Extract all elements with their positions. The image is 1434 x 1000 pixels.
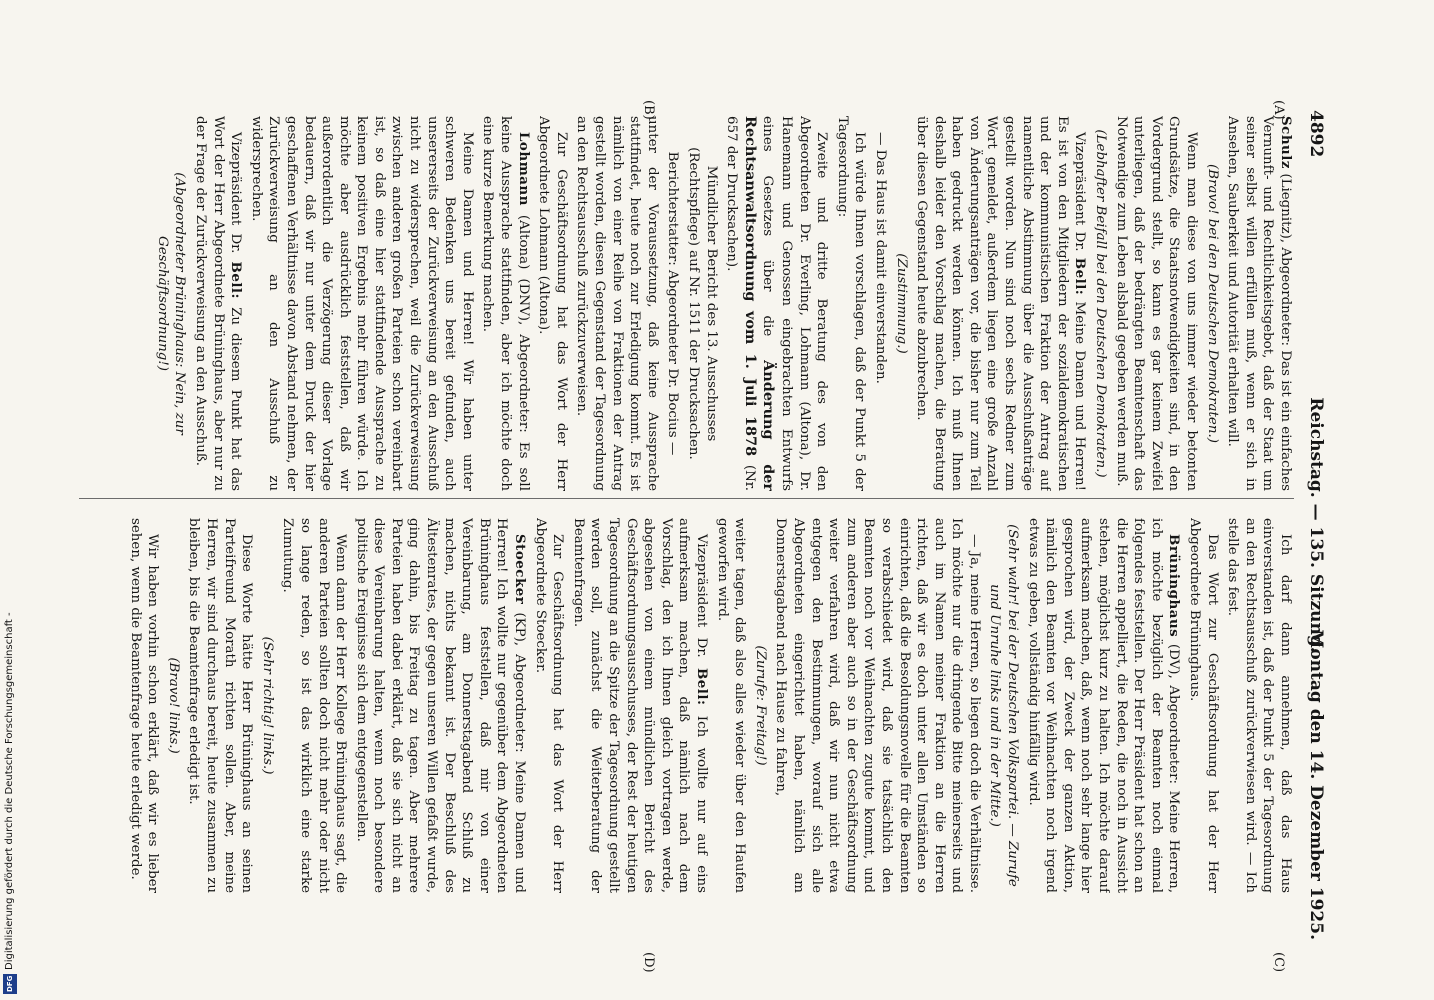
margin-marker-b: (B) <box>641 100 656 120</box>
paragraph: unter der Voraussetzung, daß keine Aussprache stattfindet, heute noch zur Erledigung kommt. Es ist nämlich von einer Reihe von Fraktionen der Antrag gestellt worden, diesen Gegenstand der Tagesordnung an den Rechtsausschuß zurückzuverweisen. <box>574 116 660 491</box>
paragraph <box>1024 518 1182 893</box>
paragraph-text: (Liegnitz), Abgeordneter: Das ist ein einfaches Vernunft- und Rechtlichkeitsgebot, daß der Staat um seiner selbst willen erfüllen muß, wenn er sich in Ansehen, Sauberkeit und Autorität erhalten will. <box>1225 116 1293 491</box>
stage-direction: (Bravo! links.) <box>165 657 181 754</box>
header-date: Montag den 14. Dezember 1925. <box>1306 629 1326 940</box>
paragraph <box>913 116 1089 491</box>
paragraph: Meine Damen und Herren! Wir haben unter schweren Bedenken uns bereit gefunden, auch unsererseits der Zurückverweisung an den Ausschuß nicht zu widersprechen, weil die Zurückverweisung zwischen anderen großen Parteien schon vereinbart ist, so daß eine hier stattfindende Aussprache zu keinem positiven Ergebnis mehr führen würde. Ich möchte aber ausdrücklich feststellen, daß wir außerordentlich die Verzögerung dieser Vorlage bedauern, daß wir nur unter dem Druck der hier geschaffenen Verhältnisse davon Abstand nehmen, der Zurückverweisung an den Ausschuß zu widersprechen. <box>248 116 475 491</box>
paragraph: Ich würde Ihnen vorschlagen, daß der Punkt 5 der Tagesordnung: <box>834 116 868 491</box>
left-column <box>79 116 1294 491</box>
speaker-title: Vizepräsident Dr. <box>1072 132 1088 258</box>
speaker-name: Schulz <box>1278 116 1294 169</box>
agenda-rapporteur: Berichterstatter: Abgeordneter Dr. Bocius — <box>665 151 681 456</box>
speaker-name: Stoecker <box>512 534 529 605</box>
margin-marker-a: (A) <box>1271 100 1286 120</box>
stage-direction: (Zustimmung.) <box>893 253 909 354</box>
paragraph: weiter tagen, daß also alles wieder über den Haufen geworfen wird. <box>714 518 748 893</box>
paragraph-text: (Nr. 657 der Drucksachen). <box>724 116 757 491</box>
funding-notice: Digitalisierung gefördert durch die Deutsche Forschungsgemeinschaft - <box>4 612 15 970</box>
paragraph: — Ja, meine Herren, so liegen doch die Verhältnisse. Ich möchte nur die dringende Bitte meinerseits und auch im Namen meiner Fraktion an die Herren richten, daß wir es doch unter allen Umständen so einrichten, daß die Besoldungsnovelle für die Beamten so verabschiedet wird, daß sie tatsächlich den Beamten noch vor Weihnachten zugute kommt, und zum anderen aber auch so in der Geschäftsordnung weiter verfahren wird, daß wir nun nicht etwa entgegen den Bestimmungen, worauf sich alle Abgeordneten eingerichtet haben, nämlich am Donnerstagabend nach Hause zu fahren, <box>773 518 982 893</box>
speaker-name: Brüninghaus <box>1166 534 1183 638</box>
page-number: 4892 <box>1306 110 1326 158</box>
margin-marker-d: (D) <box>641 952 656 973</box>
paragraph: Das Wort zur Geschäftsordnung hat der Herr Abgeordnete Brüninghaus. <box>1187 518 1220 893</box>
speaker-name: Bell: <box>694 667 710 706</box>
paragraph: Wenn dann der Herr Kollege Brüninghaus sagt, die anderen Parteien sollten doch nicht mehr oder nicht so lange reden, so ist das wirklich eine starke Zumutung. <box>280 518 349 893</box>
paragraph-text: (KP), Abgeordneter: Meine Damen und Herren! Ich wollte nur gegenüber dem Abgeordneten Brüninghaus feststellen, daß mir von einer Vereinbarung, am Donnerstagabend Schluß zu machen, nichts bekannt ist. Der Beschluß des Ältestenrates, der gegen unseren Willen gefaßt wurde, ging dahin, bis Freitag zu tagen. Aber mehrere Parteien haben dabei erklärt, daß sie sich nicht an diese Vereinbarung halten, wenn noch besondere politische Ereignisse sich dem entgegenstellen. <box>353 518 528 893</box>
paragraph: — Das Haus ist damit einverstanden. <box>872 132 888 384</box>
speaker-title: Vizepräsident Dr. <box>694 534 709 668</box>
funding-strip <box>3 600 17 995</box>
stage-direction: (Sehr wahr! bei der Deutschen Volkspartei. — Zurufe und Unruhe links und in der Mitte.) <box>987 524 1021 887</box>
margin-marker-c: (C) <box>1271 952 1286 973</box>
paragraph-text: (Altona) (DNV), Abgeordneter: Es soll keine Aussprache stattfinden, aber ich möchte doch eine kurze Bemerkung machen. <box>480 116 531 491</box>
speaker-name: Bell: <box>1072 257 1089 296</box>
speaker-name: Bell: <box>228 261 245 299</box>
paragraph: Zur Geschäftsordnung hat das Wort der Herr Abgeordnete Lohmann (Altona). <box>536 116 569 491</box>
paragraph: Ich darf dann annehmen, daß das Haus einverstanden ist, daß der Punkt 5 der Tagesordnung an den Rechtsausschuß zurückverwiesen wird. — Ich stelle das fest. <box>1225 518 1293 893</box>
header-title: Reichstag. — 135. Sitzung. <box>1306 397 1326 653</box>
paragraph: Wir haben vorhin schon erklärt, daß wir es lieber sehen, wenn die Beamtenfrage heute erledigt werde. <box>127 518 161 893</box>
stage-direction: (Sehr richtig! links.) <box>259 636 275 775</box>
paragraph <box>352 518 528 893</box>
dfg-logo-icon: DFG <box>3 974 17 994</box>
paragraph-text: Meine Damen und Herren! Es ist von den Mitgliedern der sozialdemokratischen und der kommunistischen Fraktion der Antrag auf namentliche Abstimmung über die Ausschußanträge gestellt worden. Nun sind noch sechs Redner zum Wort gemeldet, außerdem liegen eine große Anzahl von Änderungsanträgen vor, die bisher nur zum Teil haben gedruckt werden können. Ich muß Ihnen deshalb leider den Vorschlag machen, die Beratung über diesen Gegenstand heute abzubrechen. <box>914 116 1088 491</box>
stage-direction: (Zurufe: Freitag!) <box>752 645 768 766</box>
agenda-title: Änderung der Rechtsanwaltsordnung vom 1. Juli 1878 <box>741 116 778 491</box>
paragraph-text: (DV), Abgeordneter: Meine Herren, ich möchte bezüglich der Beamten noch einmal folgendes feststellen. Der Herr Präsident hat schon an die Herren appelliert, die Reden, die noch in Aussicht stehen, möglichst kurz zu halten. Ich möchte darauf aufmerksam machen, daß, wenn noch sehr lange hier gesprochen wird, der Zweck der ganzen Aktion, nämlich den Beamten vor Weihnachten noch irgend etwas zu geben, vollständig hinfällig wird. <box>1025 518 1182 893</box>
paragraph <box>191 116 244 491</box>
right-column <box>79 518 1294 893</box>
paragraph-text: Zu diesem Punkt hat das Wort der Herr Abgeordnete Brüninghaus, aber nur zu der Frage der Zurückverweisung an den Ausschuß. <box>192 116 244 491</box>
paragraph-text: Ich wollte nur auf eins aufmerksam machen, daß nämlich nach dem Vorschlag, den ich Ihnen gleich vortragen werde, abgesehen von einem mündlichen Bericht des Geschäftsordnungsausschusses, der Rest der heutigen Tagesordnung an die Spitze der Tagesordnung gestellt werden soll, zunächst die Weiterberatung der Beamtenfragen. <box>570 518 709 893</box>
paragraph: Diese Worte hätte Herr Brüninghaus an seinen Parteifreund Morath richten sollen. Aber, meine Herren, wir sind durchaus bereit, heute zusammen zu bleiben, bis die Beamtenfrage erledigt ist. <box>186 518 255 893</box>
paragraph <box>479 116 532 491</box>
paragraph <box>569 518 710 893</box>
stage-direction: (Lebhafter Beifall bei den Deutschen Demokraten.) <box>1093 129 1109 478</box>
agenda-report: Mündlicher Bericht des 13. Ausschusses (Rechtspflege) auf Nr. 1511 der Drucksachen. <box>686 147 719 460</box>
paragraph: Zur Geschäftsordnung hat das Wort der Herr Abgeordnete Stoecker. <box>532 518 566 893</box>
paragraph: Wenn man diese von uns immer wieder betonten Grundsätze, die Staatsnotwendigkeiten sind, in den Vordergrund stellt, so kann es gar keinem Zweifel unterliegen, daß der bedrängten Beamtenschaft das Notwendige zum Leben alsbald gegeben werden muß. <box>1113 116 1200 491</box>
paragraph-text: Zweite und dritte Beratung des von den Abgeordneten Dr. Everling, Lohmann (Altona), Dr. Hanemann und Genossen eingebrachten Entwurfs eines Gesetzes über die <box>760 116 830 491</box>
column-divider <box>79 498 1294 499</box>
stage-direction: (Abgeordneter Brüninghaus: Nein, zur Geschäftsordnung!) <box>154 172 188 435</box>
page-header <box>1300 110 1326 940</box>
speaker-name: Lohmann <box>515 132 532 206</box>
paragraph <box>1224 116 1294 491</box>
speaker-title: Vizepräsident Dr. <box>228 132 244 262</box>
stage-direction: (Bravo! bei den Deutschen Demokraten.) <box>1204 164 1220 443</box>
agenda-item <box>723 116 831 491</box>
